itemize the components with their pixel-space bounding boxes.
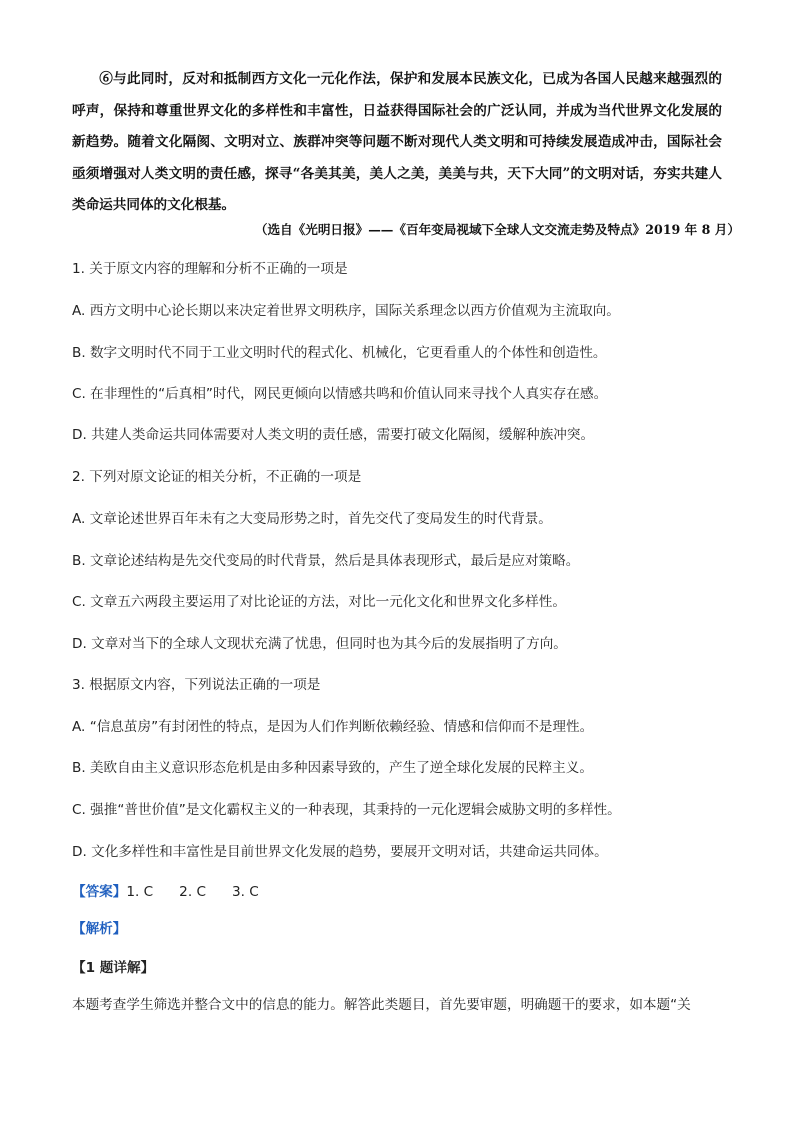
question-3-option-c: C. 强推“普世价值”是文化霸权主义的一种表现，其秉持的一元化逻辑会威胁文明的多样性。 bbox=[72, 802, 621, 818]
question-2-option-a: A. 文章论述世界百年未有之大变局形势之时，首先交代了变局发生的时代背景。 bbox=[72, 511, 552, 527]
question-1-option-a: A. 西方文明中心论长期以来决定着世界文明秩序，国际关系理念以西方价值观为主流取向。 bbox=[72, 303, 620, 319]
question-1-stem: 1. 关于原文内容的理解和分析不正确的一项是 bbox=[72, 261, 348, 277]
answer-label: 【答案】 bbox=[72, 884, 127, 900]
question-2-option-d: D. 文章对当下的全球人文现状充满了忧患，但同时也为其今后的发展指明了方向。 bbox=[72, 636, 567, 652]
question-2-stem: 2. 下列对原文论证的相关分析，不正确的一项是 bbox=[72, 469, 362, 485]
question-3-option-d: D. 文化多样性和丰富性是目前世界文化发展的趋势，要展开文明对话，共建命运共同体。 bbox=[72, 844, 608, 860]
detail-title: 【1 题详解】 bbox=[72, 960, 155, 976]
question-2-option-b: B. 文章论述结构是先交代变局的时代背景，然后是具体表现形式，最后是应对策略。 bbox=[72, 553, 580, 569]
answer-item-2: 2. C bbox=[179, 884, 206, 900]
question-3-option-a: A. “信息茧房”有封闭性的特点，是因为人们作判断依赖经验、情感和信仰而不是理性。 bbox=[72, 719, 594, 735]
question-3-option-b: B. 美欧自由主义意识形态危机是由多种因素导致的，产生了逆全球化发展的民粹主义。 bbox=[72, 760, 593, 776]
answer-item-3: 3. C bbox=[231, 884, 259, 900]
analysis-body: 本题考查学生筛选并整合文中的信息的能力。解答此类题目，首先要审题，明确题干的要求，如本题“关 bbox=[72, 997, 691, 1013]
analysis-label: 【解析】 bbox=[72, 921, 127, 937]
question-2-option-c: C. 文章五六两段主要运用了对比论证的方法，对比一元化文化和世界文化多样性。 bbox=[72, 594, 566, 610]
question-3-stem: 3. 根据原文内容，下列说法正确的一项是 bbox=[72, 677, 321, 693]
passage-block bbox=[72, 64, 722, 222]
analysis-label-line bbox=[72, 917, 752, 941]
question-1-option-b: B. 数字文明时代不同于工业文明时代的程式化、机械化，它更看重人的个体性和创造性。 bbox=[72, 345, 607, 361]
answer-item-1: 1. C bbox=[126, 884, 154, 900]
answer-line bbox=[72, 880, 742, 904]
question-1-option-d: D. 共建人类命运共同体需要对人类文明的责任感，需要打破文化隔阂，缓解种族冲突。 bbox=[72, 427, 595, 443]
passage-paragraph-6: ⑥与此同时，反对和抵制西方文化一元化作法，保护和发展本民族文化，已成为各国人民越来越强烈的呼声，保持和尊重世界文化的多样性和丰富性，日益获得国际社会的广泛认同，并成为当代世界文化发展的新趋势。随着文化隔阂、文明对立、族群冲突等问题不断对现代人类文明和可持续发展造成冲击，国际社会亟须增强对人类文明的责任感，探寻“各美其美，美人之美，美美与共，天下大同”的文明对话，夯实共建人类命运共同体的文化根基。 bbox=[72, 71, 722, 214]
question-1-option-c: C. 在非理性的“后真相”时代，网民更倾向以情感共鸣和价值认同来寻找个人真实存在感。 bbox=[72, 386, 608, 402]
passage-source: （选自《光明日报》——《百年变局视域下全球人文交流走势及特点》2019 年 8 月） bbox=[254, 222, 740, 237]
